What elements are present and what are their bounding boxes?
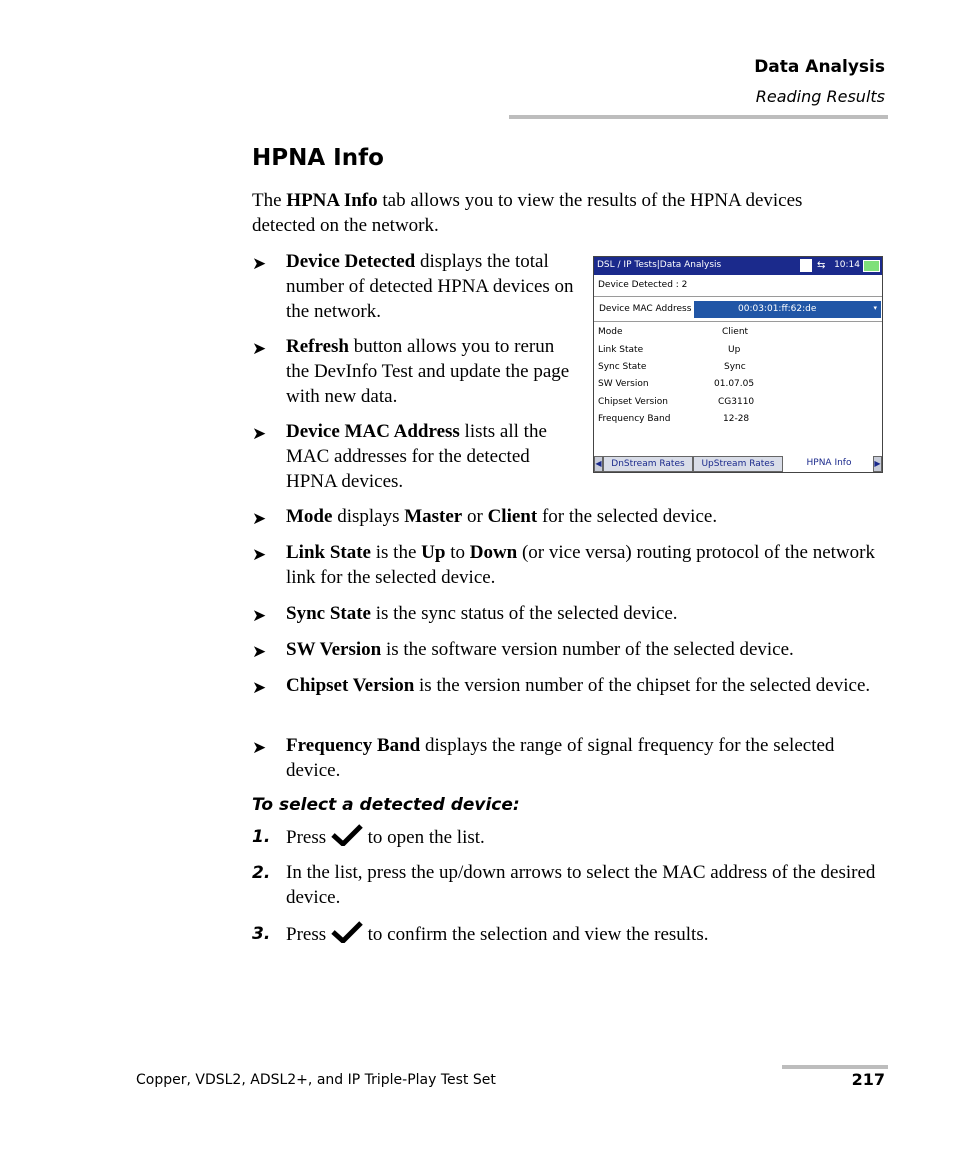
bullet-arrow: ➤ xyxy=(252,545,267,564)
step-number: 3. xyxy=(252,924,271,944)
step-text: to open the list. xyxy=(362,827,485,848)
bullet-arrow: ➤ xyxy=(252,509,267,528)
bullet-device-detected xyxy=(286,249,582,324)
device-title-bar xyxy=(594,257,882,275)
step-number: 1. xyxy=(252,827,271,847)
bullet-frequency-band xyxy=(286,733,886,783)
bullet-text: is the software version number of the selected device. xyxy=(381,639,794,660)
tab-upstream-rates[interactable]: UpStream Rates xyxy=(693,456,783,472)
bullet-term: Refresh xyxy=(286,336,349,357)
bullet-device-mac-address xyxy=(286,419,582,494)
device-divider xyxy=(594,321,882,322)
bullet-text: lists all the MAC addresses for the detected HPNA devices. xyxy=(286,421,547,492)
procedure-title: To select a detected device: xyxy=(252,795,520,815)
bullet-term: Client xyxy=(487,506,538,527)
header-divider xyxy=(509,115,888,119)
step-text: Press xyxy=(286,827,327,848)
device-detected-label: Device Detected : 2 xyxy=(598,280,688,290)
row-label: Chipset Version xyxy=(598,397,668,407)
step-text: to confirm the selection and view the results. xyxy=(362,924,709,945)
checkmark-icon xyxy=(331,921,363,943)
checkmark-icon xyxy=(331,824,363,846)
bullet-term: Master xyxy=(404,506,463,527)
device-tab-bar xyxy=(594,456,882,473)
footer-product-name: Copper, VDSL2, ADSL2+, and IP Triple-Play Test Set xyxy=(136,1072,496,1088)
antenna-icon xyxy=(800,259,812,272)
bullet-arrow: ➤ xyxy=(252,738,267,757)
bullet-arrow: ➤ xyxy=(252,606,267,625)
bullet-text: is the version number of the chipset for the selected device. xyxy=(414,675,871,696)
bullet-term: Frequency Band xyxy=(286,735,421,756)
bullet-arrow: ➤ xyxy=(252,642,267,661)
footer-divider xyxy=(782,1065,888,1069)
row-value: 12-28 xyxy=(723,414,750,424)
bullet-text: for the selected device. xyxy=(537,506,718,527)
bullet-chipset-version xyxy=(286,673,886,698)
bullet-text: is the sync status of the selected device. xyxy=(370,603,678,624)
intro-paragraph xyxy=(252,188,862,238)
row-label: SW Version xyxy=(598,379,649,389)
bullet-term: Chipset Version xyxy=(286,675,415,696)
bullet-text: is the xyxy=(371,542,422,563)
step-1 xyxy=(286,824,886,850)
bullet-sync-state xyxy=(286,601,886,626)
bullet-text: or xyxy=(462,506,488,527)
bullet-text: displays the total number of detected HPNA devices on the network. xyxy=(286,251,574,322)
bullet-term: Down xyxy=(469,542,518,563)
bullet-arrow: ➤ xyxy=(252,339,267,358)
row-value: Up xyxy=(728,345,741,355)
page-number: 217 xyxy=(851,1070,885,1089)
row-value: Client xyxy=(722,327,749,337)
row-label: Sync State xyxy=(598,362,647,372)
row-value: Sync xyxy=(724,362,746,372)
bullet-link-state xyxy=(286,540,886,590)
mac-address-value: 00:03:01:ff:62:de xyxy=(738,304,817,314)
bullet-text: displays xyxy=(332,506,405,527)
row-label: Frequency Band xyxy=(598,414,671,424)
header-section-title: Data Analysis xyxy=(754,57,885,77)
tab-scroll-left-icon[interactable]: ◀ xyxy=(594,456,603,472)
bullet-sw-version xyxy=(286,637,886,662)
mac-address-label: Device MAC Address xyxy=(599,304,692,314)
bullet-term: SW Version xyxy=(286,639,382,660)
step-text: Press xyxy=(286,924,327,945)
bullet-arrow: ➤ xyxy=(252,254,267,273)
battery-icon xyxy=(863,260,880,272)
device-divider xyxy=(594,296,882,297)
device-screenshot xyxy=(593,256,883,473)
bullet-term: Sync State xyxy=(286,603,371,624)
row-label: Link State xyxy=(598,345,644,355)
bullet-text: displays the range of signal frequency for the selected device. xyxy=(286,735,835,781)
bullet-arrow: ➤ xyxy=(252,678,267,697)
page-title: HPNA Info xyxy=(252,145,384,171)
intro-bold: HPNA Info xyxy=(286,190,378,211)
bullet-term: Link State xyxy=(286,542,371,563)
device-clock: 10:14 xyxy=(834,260,860,270)
tab-scroll-right-icon[interactable]: ▶ xyxy=(873,456,882,472)
bullet-mode xyxy=(286,504,886,529)
chevron-down-icon: ▾ xyxy=(873,304,877,312)
bullet-text: button allows you to rerun the DevInfo Test and update the page with new data. xyxy=(286,336,570,407)
bullet-refresh xyxy=(286,334,582,409)
bullet-term: Mode xyxy=(286,506,333,527)
bullet-text: to xyxy=(445,542,470,563)
header-subsection-title: Reading Results xyxy=(755,87,885,106)
device-title: DSL / IP Tests|Data Analysis xyxy=(597,260,722,270)
bullet-term: Device MAC Address xyxy=(286,421,460,442)
bullet-term: Up xyxy=(421,542,446,563)
intro-text: The xyxy=(252,190,287,211)
row-value: CG3110 xyxy=(718,397,755,407)
intro-text: tab allows you to view the results of the HPNA devices detected on the network. xyxy=(252,190,803,236)
bullet-text: (or vice versa) routing protocol of the network link for the selected device. xyxy=(286,542,875,588)
mac-address-dropdown[interactable] xyxy=(694,301,881,318)
bullet-term: Device Detected xyxy=(286,251,416,272)
row-label: Mode xyxy=(598,327,623,337)
tab-hpna-info[interactable]: HPNA Info xyxy=(784,456,874,472)
step-number: 2. xyxy=(252,863,271,883)
bullet-arrow: ➤ xyxy=(252,424,267,443)
step-2 xyxy=(286,860,886,910)
tab-dnstream-rates[interactable]: DnStream Rates xyxy=(603,456,693,472)
step-text: In the list, press the up/down arrows to select the MAC address of the desired device. xyxy=(286,862,876,908)
arrows-icon: ⇆ xyxy=(817,260,826,271)
row-value: 01.07.05 xyxy=(714,379,755,389)
step-3 xyxy=(286,921,886,947)
